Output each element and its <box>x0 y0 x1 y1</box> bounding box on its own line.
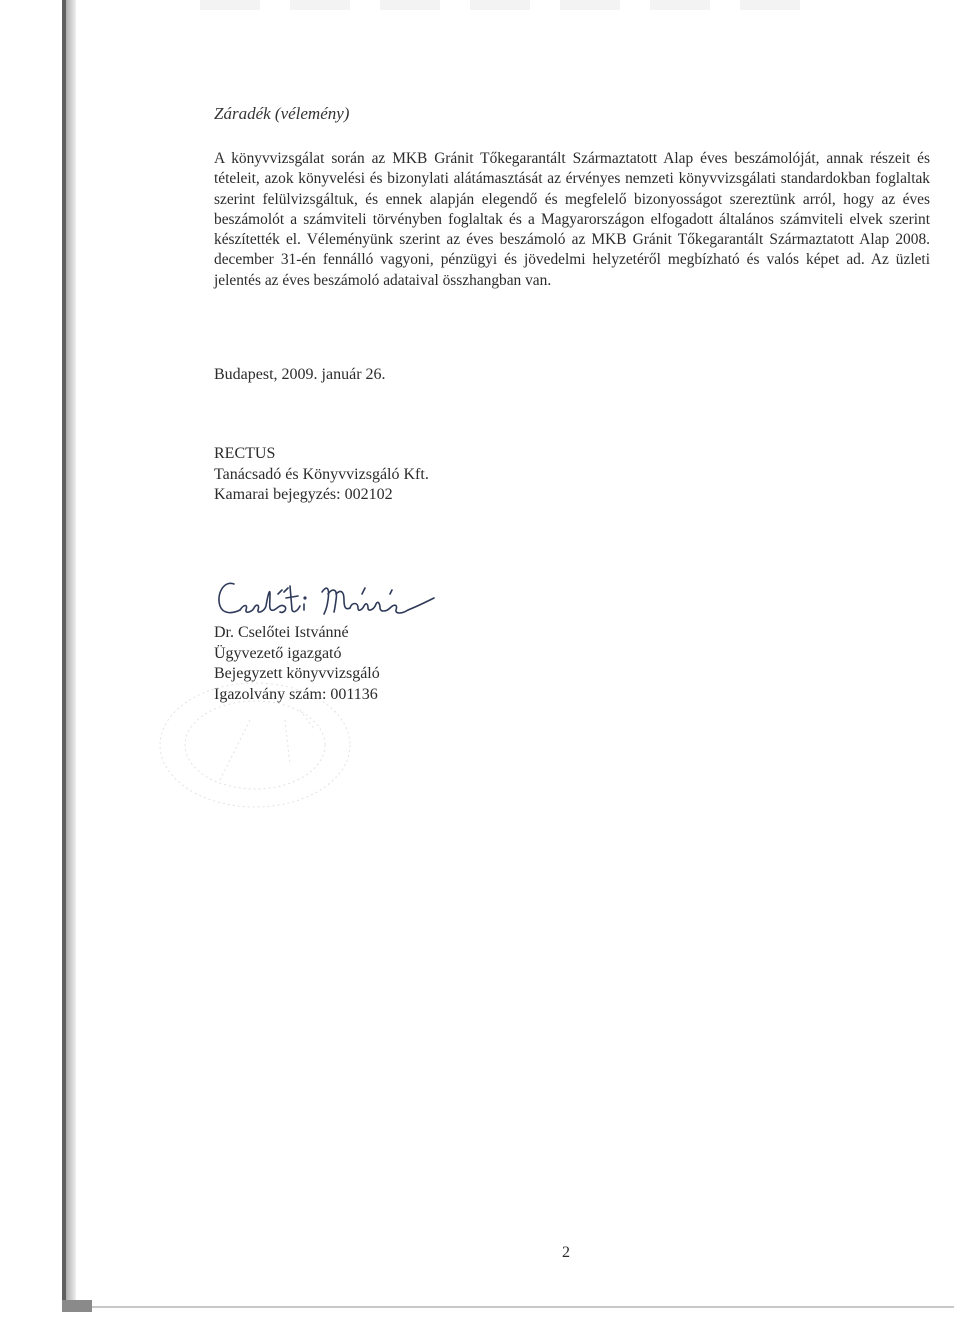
company-registration: Kamarai bejegyzés: 002102 <box>214 486 393 503</box>
company-full-name: Tanácsadó és Könyvvizsgáló Kft. <box>214 465 429 483</box>
signer-name: Dr. Cselőtei Istvánné <box>214 624 349 641</box>
scan-top-artifact <box>200 0 820 10</box>
signer-title: Bejegyzett könyvvizsgáló <box>214 665 380 682</box>
opinion-paragraph: A könyvvizsgálat során az MKB Gránit Tőkegarantált Származtatott Alap éves beszámolóját, annak részeit és tételeit, azok könyvelési és bizonylati alátámasztását az érvényes nemzeti könyvvizsgálati standardokban foglaltak szerint felülvizsgáltuk, és ennek alapján elegendő és megfelelő bizonyosságot szereztünk arról, hogy az éves beszámolót a számviteli törvényben foglaltak és a Magyarországon elfogadott általános számviteli elvek szerint készítették el. Véleményünk szerint az éves beszámoló az MKB Gránit Tőkegarantált Származtatott Alap 2008. december 31-én fennálló vagyoni, pénzügyi és jövedelmi helyzetéről megbízható és valós képet ad. Az üzleti jelentés az éves beszámoló adataival összhangban van. <box>214 150 930 289</box>
company-name: RECTUS <box>214 445 276 462</box>
signer-id: Igazolvány szám: 001136 <box>214 685 378 703</box>
scan-bottom-line <box>92 1306 954 1308</box>
company-block <box>214 444 429 506</box>
scan-left-edge-shadow <box>62 0 66 1310</box>
section-heading: Záradék (vélemény) <box>214 104 350 123</box>
document-body <box>214 104 930 291</box>
place-and-date: Budapest, 2009. január 26. <box>214 366 386 383</box>
signer-role: Ügyvezető igazgató <box>214 644 342 662</box>
scan-bottom-corner <box>62 1300 92 1312</box>
handwritten-signature <box>212 564 452 628</box>
faint-stamp-mark <box>150 670 360 820</box>
page-number: 2 <box>562 1244 570 1261</box>
